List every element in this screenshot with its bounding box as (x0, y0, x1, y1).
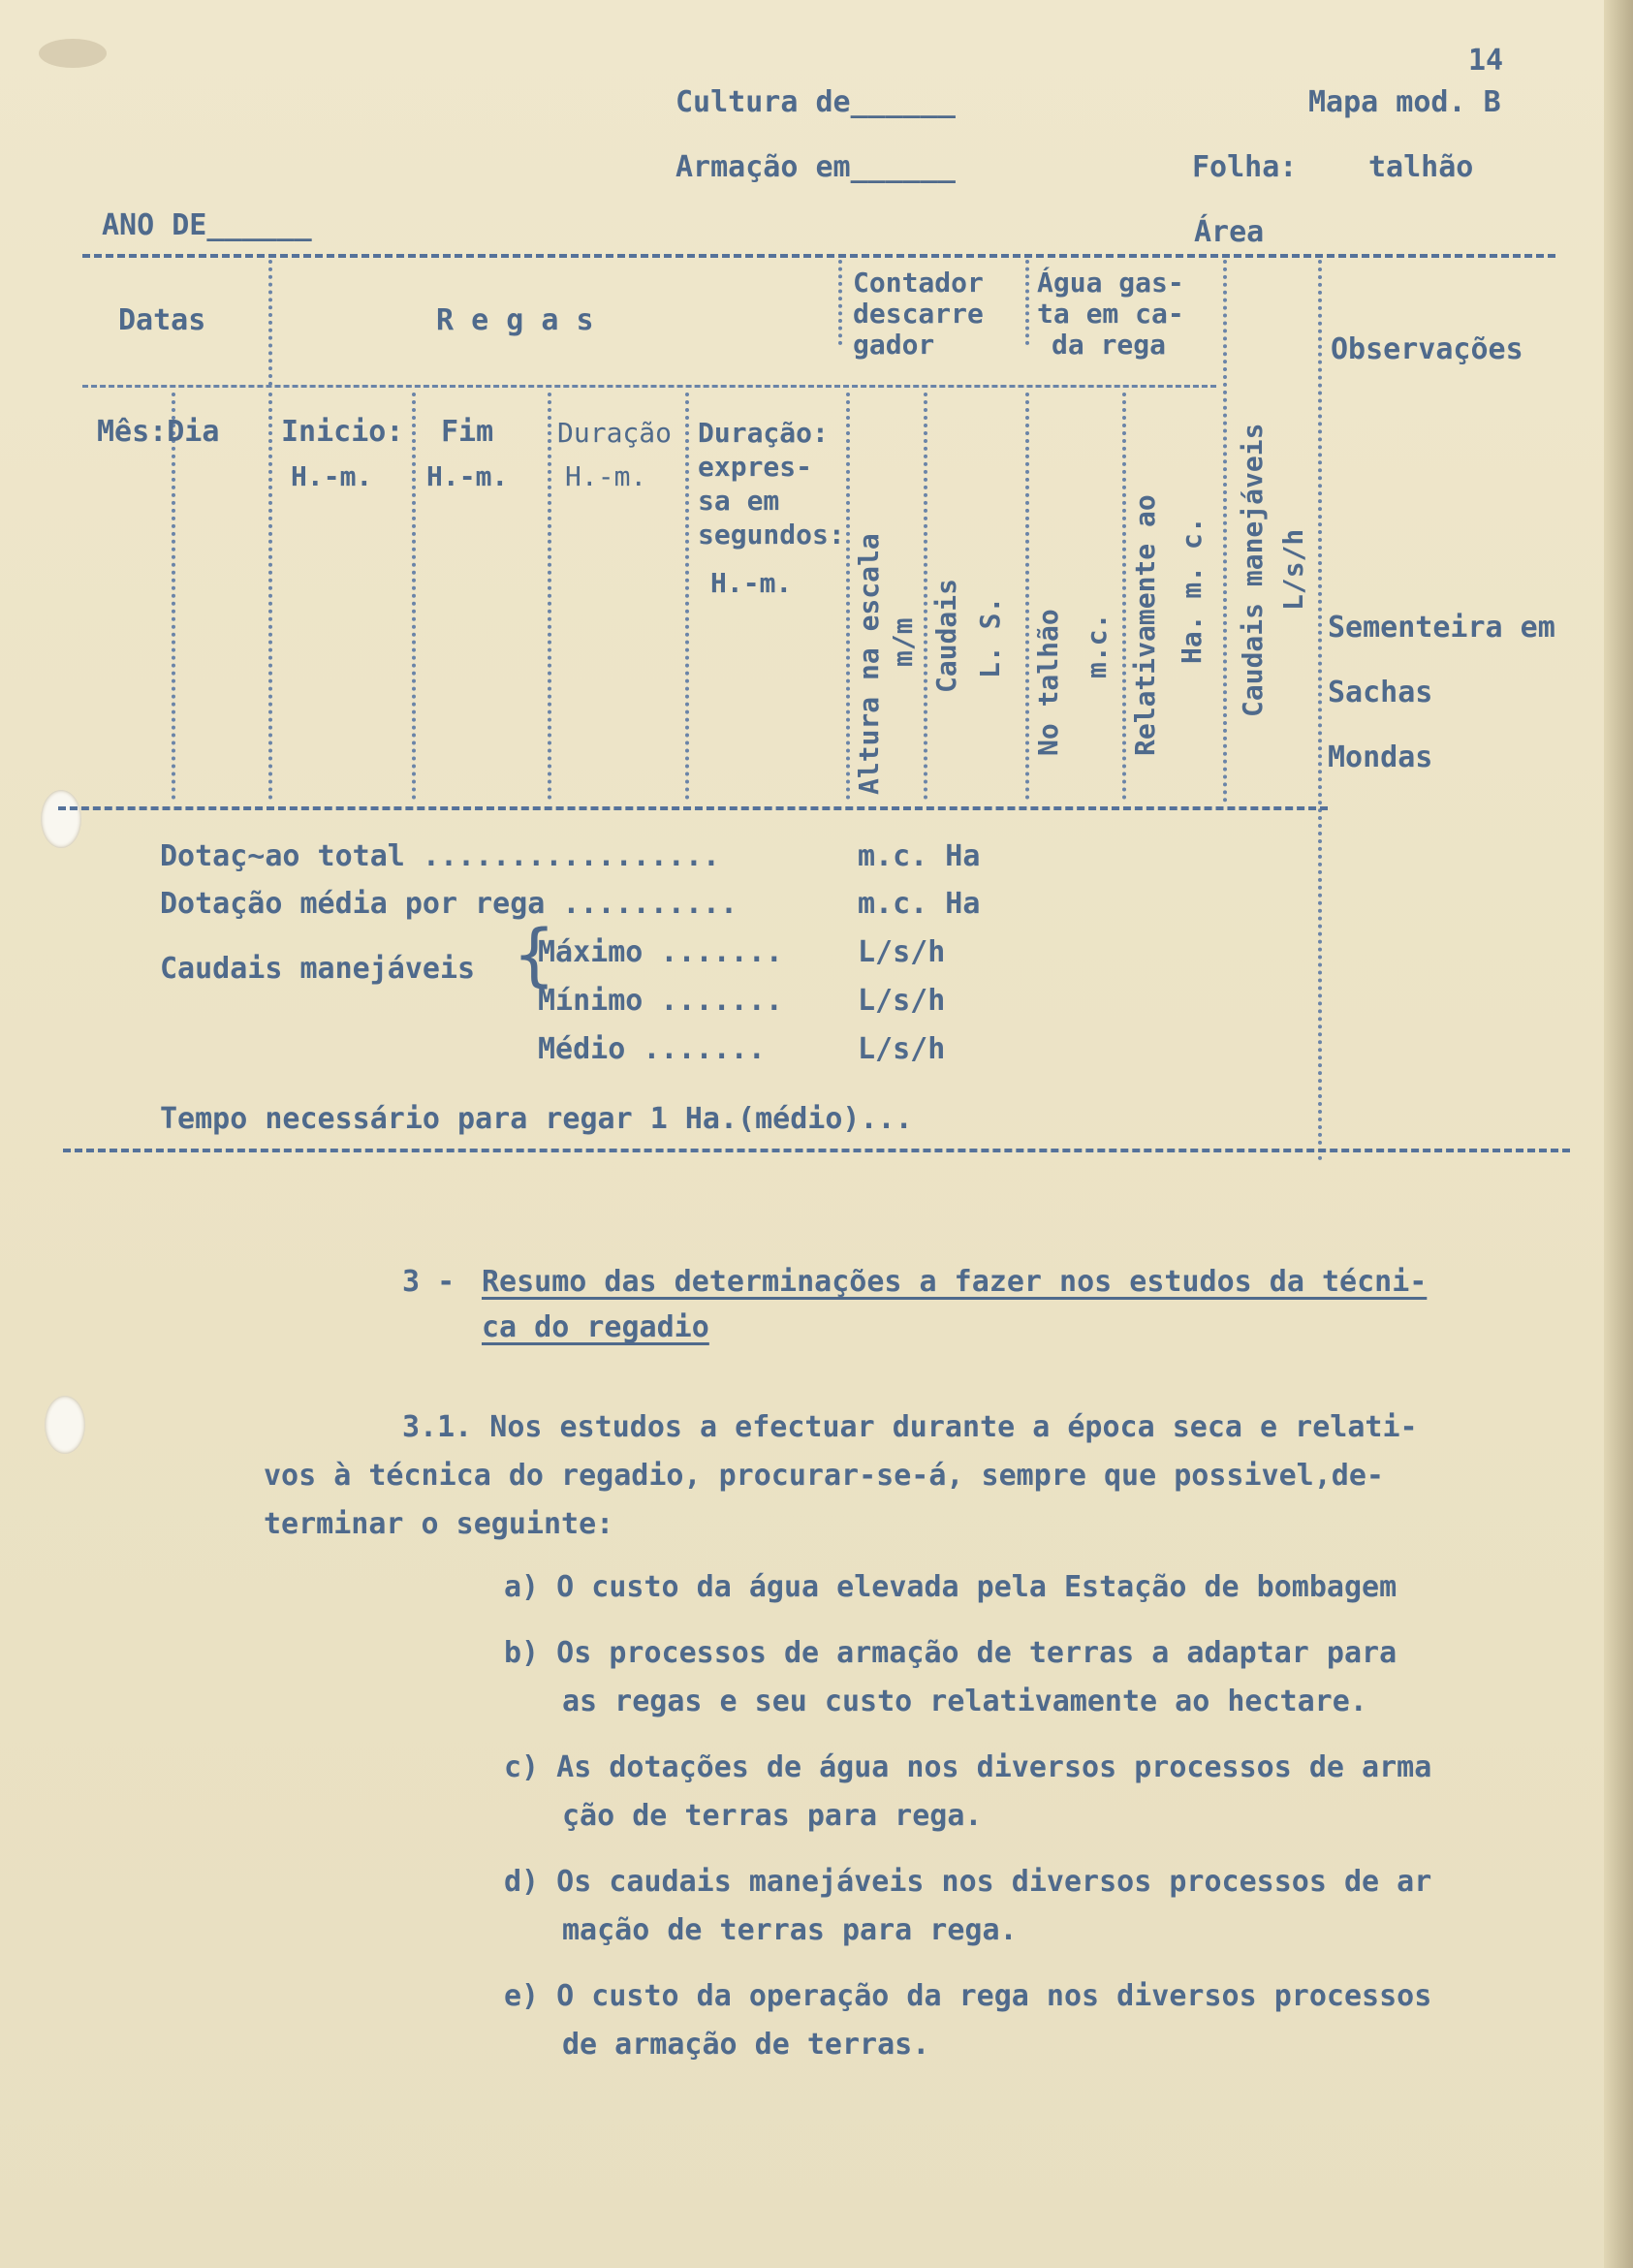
mm-vertical: m/m (887, 617, 919, 667)
minimo-unit: L/s/h (858, 984, 946, 1018)
obs-sachas: Sachas (1328, 676, 1433, 709)
duracao-unit: H.-m. (565, 460, 647, 492)
tempo-label: Tempo necessário para regar 1 Ha.(médio)... (160, 1102, 913, 1136)
para-line-3: terminar o seguinte: (264, 1507, 614, 1541)
col-sep (412, 393, 416, 800)
inicio-unit: H.-m. (291, 460, 373, 492)
maximo-label: Máximo ....... (538, 935, 783, 969)
lsh-vertical: L/s/h (1277, 528, 1309, 611)
item-a: a) O custo da água elevada pela Estação de bombagem (504, 1570, 1397, 1604)
section-number: 3 - (402, 1265, 455, 1299)
fim-header: Fim (441, 415, 494, 449)
header-divider (82, 385, 1216, 388)
col-sep (685, 393, 689, 800)
item-b-1: b) Os processos de armação de terras a adaptar para (504, 1636, 1397, 1670)
armacao-field: Armação em______ (675, 150, 956, 184)
mc-vertical: m.c. (1081, 613, 1113, 678)
ano-field: ANO DE______ (102, 208, 312, 242)
col-sep (838, 260, 842, 345)
col-sep (548, 393, 551, 800)
dur-seg-2: expres- (698, 451, 813, 483)
col-sep (1025, 393, 1029, 800)
section-heading-1: Resumo das determinações a fazer nos estudos da técni- (482, 1265, 1428, 1299)
mes-dia-header: Mês:Dia (97, 415, 220, 449)
punch-hole-top (41, 790, 81, 848)
ha-mc-vertical: Ha. m. c. (1176, 517, 1208, 664)
obs-sementeira: Sementeira em (1328, 611, 1555, 645)
section-heading-2: ca do regadio (482, 1310, 709, 1344)
area-label: Área (1194, 215, 1265, 249)
medio-unit: L/s/h (858, 1032, 946, 1066)
para-line-2: vos à técnica do regadio, procurar-se-á, sempre que possivel,de- (264, 1459, 1384, 1493)
item-e-2: de armação de terras. (562, 2028, 930, 2062)
inicio-header: Inicio: (281, 415, 404, 449)
item-d-2: mação de terras para rega. (562, 1913, 1018, 1947)
caudais-label: Caudais manejáveis (160, 952, 476, 986)
agua-header-2: ta em ca- (1037, 298, 1184, 330)
observacoes-header: Observações (1331, 332, 1523, 366)
table-bottom-rule (63, 1149, 1570, 1152)
item-b-2: as regas e seu custo relativamente ao hectare. (562, 1685, 1367, 1718)
page-edge (1604, 0, 1633, 2268)
col-sep (172, 393, 175, 800)
ls-vertical: L. S. (974, 596, 1006, 678)
page-number: 14 (1468, 44, 1504, 78)
dotacao-total: Dotaç~ao total ................. (160, 839, 720, 873)
mapa-label: Mapa mod. B (1308, 85, 1501, 119)
table-top-rule (82, 254, 1555, 258)
caudais-manejaveis-vertical: Caudais manejáveis (1237, 423, 1269, 717)
contador-header-2: descarre (853, 298, 984, 330)
contador-header-3: gador (853, 329, 935, 361)
col-sep (1025, 260, 1029, 345)
item-c-2: ção de terras para rega. (562, 1799, 983, 1833)
punch-hole-bottom (45, 1396, 85, 1454)
item-c-1: c) As dotações de água nos diversos processos de arma (504, 1750, 1432, 1784)
dur-seg-3: sa em (698, 485, 780, 517)
datas-header: Datas (118, 303, 206, 337)
col-sep (924, 393, 927, 800)
col-sep (268, 260, 272, 386)
col-sep (1122, 393, 1126, 800)
dotacao-total-unit: m.c. Ha (858, 839, 981, 873)
talhao-label: talhão (1368, 150, 1474, 184)
no-talhao-vertical: No talhão (1032, 609, 1064, 756)
contador-header-1: Contador (853, 267, 984, 299)
altura-vertical: Altura na escala (853, 533, 885, 795)
obs-mondas: Mondas (1328, 740, 1433, 774)
cultura-field: Cultura de______ (675, 85, 956, 119)
relativamente-vertical: Relativamente ao (1129, 494, 1161, 756)
item-e-1: e) O custo da operação da rega nos diversos processos (504, 1979, 1432, 2013)
medio-label: Médio ....... (538, 1032, 766, 1066)
regas-header: R e g a s (436, 303, 594, 337)
fim-unit: H.-m. (426, 460, 509, 492)
duracao-header: Duração (557, 417, 673, 449)
table-body-rule (58, 806, 1328, 810)
dur-seg-4: segundos: (698, 519, 845, 551)
col-sep (846, 393, 850, 800)
col-sep (1318, 260, 1322, 1161)
maximo-unit: L/s/h (858, 935, 946, 969)
dotacao-media-unit: m.c. Ha (858, 887, 981, 921)
col-sep (1223, 260, 1227, 803)
dur-seg-1: Duração: (698, 417, 829, 449)
col-sep (268, 393, 272, 800)
dur-seg-unit: H.-m. (710, 567, 793, 599)
item-d-1: d) Os caudais manejáveis nos diversos processos de ar (504, 1865, 1432, 1899)
para-line-1: 3.1. Nos estudos a efectuar durante a época seca e relati- (402, 1410, 1418, 1444)
dotacao-media: Dotação média por rega .......... (160, 887, 738, 921)
agua-header-1: Água gas- (1037, 267, 1184, 299)
agua-header-3: da rega (1052, 329, 1167, 361)
stain-mark (39, 39, 107, 68)
brace: { (514, 915, 555, 994)
folha-label: Folha: (1192, 150, 1298, 184)
minimo-label: Mínimo ....... (538, 984, 783, 1018)
caudais-vertical: Caudais (930, 578, 962, 693)
